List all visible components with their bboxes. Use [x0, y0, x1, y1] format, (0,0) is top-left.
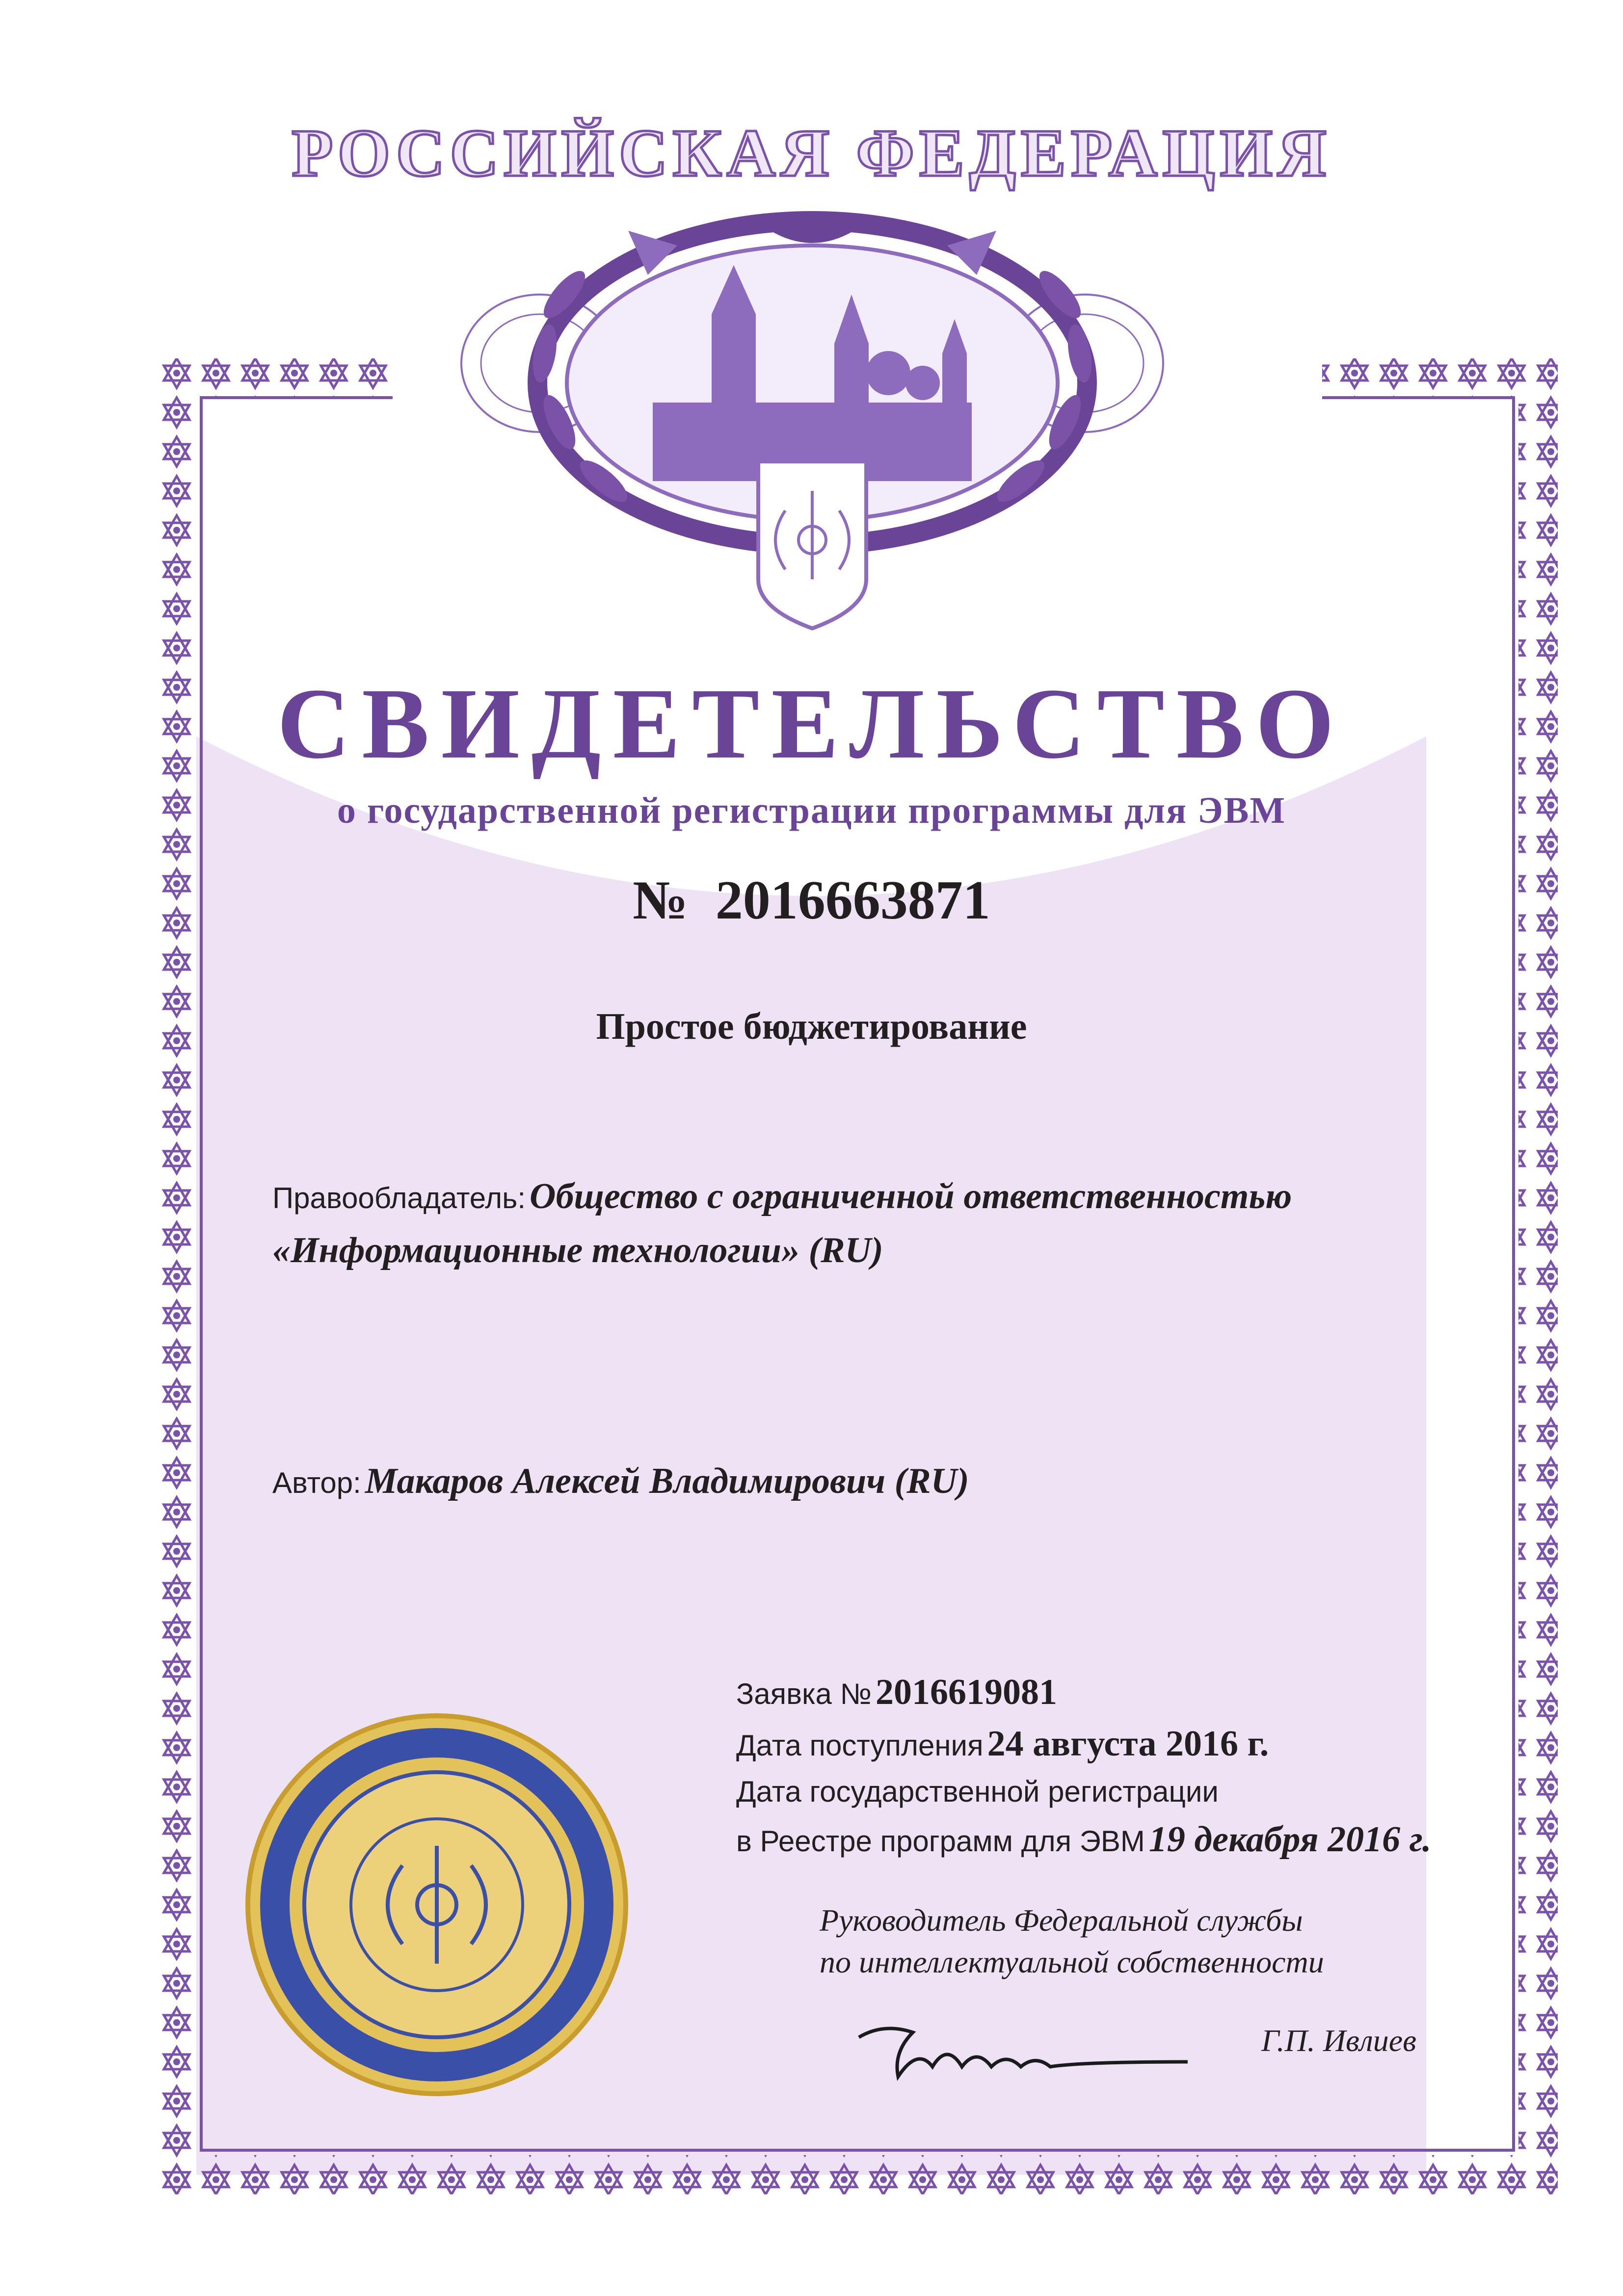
- registration-label-line1: Дата государственной регистрации: [736, 1775, 1219, 1808]
- signatory-name: Г.П. Ивлиев: [1261, 2023, 1416, 2058]
- certificate-number: [0, 869, 1623, 932]
- signatory-position-line2: по интеллектуальной собственности: [820, 1945, 1324, 1979]
- certificate-subtitle: о государственной регистрации программы для ЭВМ: [337, 790, 1286, 831]
- received-date: 24 августа 2016 г.: [987, 1724, 1269, 1764]
- signatory-position-line1: Руководитель Федеральной службы: [820, 1903, 1303, 1938]
- author-block: [272, 1460, 969, 1502]
- application-number-row: [736, 1672, 1057, 1713]
- application-label: Заявка №: [736, 1677, 872, 1710]
- program-name: Простое бюджетирование: [596, 1006, 1027, 1047]
- number-sign: №: [633, 870, 688, 931]
- author-name: Макаров Алексей Владимирович (RU): [365, 1461, 969, 1501]
- rightholder-label: Правообладатель:: [272, 1182, 526, 1215]
- author-label: Автор:: [272, 1466, 361, 1499]
- registration-label-line2: в Реестре программ для ЭВМ: [736, 1825, 1145, 1858]
- number-value: 2016663871: [715, 870, 990, 931]
- application-number: 2016619081: [875, 1672, 1057, 1712]
- registration-date: 19 декабря 2016 г.: [1148, 1819, 1432, 1860]
- received-row: [736, 1723, 1269, 1765]
- rightholder-line1: Общество с ограниченной ответственностью: [530, 1176, 1292, 1216]
- received-label: Дата поступления: [736, 1729, 984, 1762]
- rightholder-block: [272, 1176, 1475, 1217]
- certificate-title: СВИДЕТЕЛЬСТВО: [277, 667, 1346, 780]
- rospatent-seal: [248, 1716, 626, 2094]
- kremlin-emblem: [461, 218, 1163, 628]
- registration-row: [736, 1819, 1432, 1861]
- rightholder-line2: «Информационные технологии» (RU): [272, 1230, 883, 1270]
- country-title: РОССИЙСКАЯ ФЕДЕРАЦИЯ: [292, 115, 1331, 190]
